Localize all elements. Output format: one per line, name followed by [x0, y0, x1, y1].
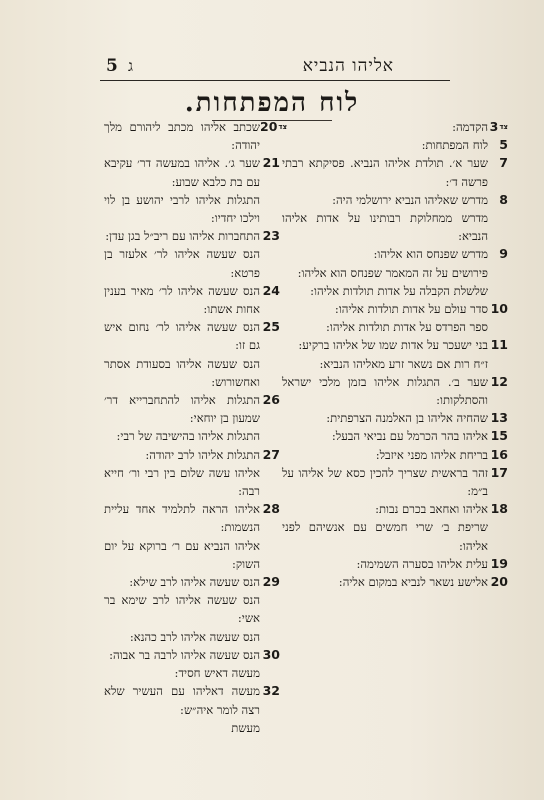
toc-entry-page [488, 427, 508, 445]
toc-entry-text: ספר הפרדס על אדות תולדות אליהו: [326, 320, 488, 335]
toc-entry-text: אליהו ואחאב בכרם נבות: [375, 502, 488, 517]
page-marker: צד [499, 123, 508, 131]
toc-page-number: 18 [490, 501, 508, 517]
header-title: אליהו הנביא [302, 56, 394, 76]
toc-page-number: 32 [262, 683, 280, 699]
toc-entry-text: הנס שעשה אליהו לרב שימא בר אשי: [104, 593, 260, 626]
toc-entry [282, 336, 508, 354]
toc-entry [282, 518, 508, 554]
toc-entry [104, 464, 280, 500]
toc-page-number: 13 [490, 410, 508, 426]
toc-entry-text: שער ב׳. התגלות אליהו בזמן מלכי ישראל והסתלקותו: [282, 374, 488, 408]
toc-entry [104, 245, 280, 281]
toc-entry [104, 355, 280, 391]
toc-entry-text: הנס שעשה אליהו לרבה בר אבוה: [109, 647, 260, 662]
toc-entry [104, 537, 280, 573]
toc-entry-text: שהחיה אליהו בן האלמנה הצרפתית: [326, 411, 488, 426]
toc-entry-text: בריחת אליהו מפני איזבל: [375, 447, 488, 462]
toc-page-number: 12 [490, 373, 508, 389]
toc-entry-page [488, 191, 508, 209]
toc-entry-text: שריפת ב׳ שרי חמשים עם אנשיהם לפני אליהו: [282, 520, 488, 553]
toc-entry-text: הנס שעשה אליהו לר׳ אלעזר בן פרטא: [104, 247, 260, 280]
toc-entry-text: הקדמה: [452, 120, 488, 134]
toc-entry-page [488, 300, 508, 318]
toc-entry-text: הנס שעשה אליהו לרב שילא: [129, 575, 260, 590]
toc-entry-page [260, 391, 280, 409]
toc-entry-text: התגלות אליהו להתחברייא דר׳ שמעון בן יוחאי: [104, 393, 260, 426]
toc-left-column [104, 118, 288, 737]
toc-page-number: 11 [490, 337, 508, 353]
toc-entry [282, 264, 508, 282]
toc-entry [282, 245, 508, 263]
toc-entry-page [260, 154, 280, 172]
toc-entry-text: שער ג׳. אליהו במעשה דר׳ עקיבא עם בת כלבא שבוע: [104, 156, 260, 189]
toc-entry [282, 500, 508, 518]
toc-title-text: לוח המפתחות. [184, 88, 360, 118]
toc-entry [104, 318, 280, 354]
toc-entry-page [488, 118, 508, 136]
toc-entry-page [260, 446, 280, 464]
toc-page-number: 8 [499, 191, 508, 207]
toc-entry [282, 555, 508, 573]
toc-page-number: 27 [262, 446, 280, 462]
toc-entry [282, 409, 508, 427]
toc-entry-text: שכתב אליהו מכתב ליהורם מלך יהודה: [104, 120, 260, 153]
page-marker: צד [278, 123, 288, 131]
toc-entry [104, 573, 280, 591]
toc-entry-page [260, 118, 288, 136]
toc-page-number: 17 [490, 464, 508, 480]
toc-entry [104, 282, 280, 318]
toc-page-number: 26 [262, 392, 280, 408]
toc-entry-text: הנס שעשה אליהו בסעודת אסתר ואחשורוש: [104, 356, 260, 389]
toc-right-column [282, 118, 508, 591]
toc-entry-text: פירושים על זה המאמר שפנחס הוא אליהו: [297, 265, 488, 280]
toc-page-number: 9 [499, 246, 508, 262]
toc-entry-text: ז״ח רות אם נשאר זרע מאליהו הנביא: [319, 356, 488, 371]
toc-entry-page [488, 573, 508, 591]
toc-entry-text: התגלות אליהו בהישיבה של רבי: [116, 429, 260, 444]
toc-page-number: 15 [490, 428, 508, 444]
toc-entry-page [488, 154, 508, 172]
toc-page-number: 25 [262, 319, 280, 335]
toc-entry [104, 500, 280, 536]
toc-entry [282, 300, 508, 318]
toc-title [0, 88, 544, 121]
toc-page-number: 16 [490, 446, 508, 462]
toc-entry-text: הנס שעשה אליהו לר׳ מאיר בענין אחות אשתו: [104, 283, 260, 317]
toc-entry [282, 355, 508, 373]
toc-entry [282, 427, 508, 445]
toc-entry [104, 446, 280, 464]
toc-entry-text: התגלות אליהו לרב יהודה: [145, 447, 260, 462]
toc-page-number: 5 [499, 137, 508, 153]
toc-entry-page [488, 446, 508, 464]
toc-entry [104, 646, 280, 664]
toc-entry-text: התגלות אליהו לרבי יהושע בן לוי וילכו יחדיו: [104, 192, 260, 226]
toc-entry [282, 573, 508, 591]
toc-entry [104, 427, 280, 445]
toc-entry-text: הנס שעשה אליהו לר׳ נחום איש גם זו: [104, 320, 260, 353]
toc-entry [282, 464, 508, 500]
toc-entry-text: שער א׳. תולדת אליהו הנביא. פסיקתא רבתי פרשה ד׳: [282, 156, 488, 189]
toc-page-number: 24 [262, 282, 280, 298]
toc-entry-text: מעשה דאיש חסיד: [174, 666, 260, 681]
toc-entry-text: שלשלת הקבלה על אדות תולדות אליהו: [310, 283, 488, 298]
toc-entry [104, 591, 280, 627]
toc-entry-text: זהר בראשית שצריך להכין כסא של אליהו על ב״מ: [282, 465, 488, 499]
toc-page-number: 19 [490, 555, 508, 571]
toc-page-number: 20 [260, 119, 278, 134]
toc-entry-page [488, 464, 508, 482]
toc-entry [282, 282, 508, 300]
toc-entry-page [488, 555, 508, 573]
toc-entry-page [260, 573, 280, 591]
toc-page-number: 10 [490, 301, 508, 317]
toc-entry [104, 227, 280, 245]
toc-entry [282, 373, 508, 409]
toc-entry-page [488, 373, 508, 391]
toc-page-number: 30 [262, 646, 280, 662]
toc-entry-page [260, 500, 280, 518]
toc-entry [282, 209, 508, 245]
toc-entry-text: מעשה דאליהו עם העשיר שלא רצה לומר איה״ש: [104, 684, 260, 717]
toc-entry-page [260, 282, 280, 300]
page-number: 5 [106, 56, 118, 76]
toc-entry-text: מדרש שפנחס הוא אליהו: [373, 247, 488, 262]
running-header [100, 56, 450, 81]
toc-entry-text: מעשת [231, 720, 260, 735]
toc-entry [282, 191, 508, 209]
toc-entry-text: מדרש שאליהו הנביא ירושלמי היה: [332, 192, 488, 207]
toc-entry-page [488, 136, 508, 154]
toc-entry [282, 154, 508, 190]
toc-entry-text: אליהו הנביא עם ר׳ ברוקא על יום השוק: [104, 538, 260, 571]
toc-page-number: 29 [262, 574, 280, 590]
toc-entry-text: עלית אליהו בסערה השמימה: [356, 556, 488, 571]
toc-entry-text: התחברות אליהו עם ריב״ל בגן עדן: [105, 229, 260, 244]
page-letter: ג [128, 57, 133, 75]
toc-page-number: 20 [490, 574, 508, 590]
toc-entry [104, 628, 280, 646]
toc-entry [104, 664, 280, 682]
toc-entry [282, 446, 508, 464]
toc-entry [104, 154, 280, 190]
toc-entry-text: מדרש ממחלוקת רבותינו על אדות אליהו הנביא: [282, 211, 488, 244]
toc-entry-page [260, 646, 280, 664]
toc-entry [104, 682, 280, 718]
toc-entry-text: אליהו הראה לתלמיד אחד עליית הנשמות: [104, 502, 260, 535]
toc-entry [282, 136, 508, 154]
toc-entry-page [488, 409, 508, 427]
toc-entry-text: אליהו בהר הכרמל עם נביאי הבעל: [331, 429, 488, 444]
toc-page-number: 28 [262, 501, 280, 517]
toc-page-number: 21 [262, 155, 280, 171]
toc-entry-page [260, 682, 280, 700]
toc-entry-page [260, 318, 280, 336]
toc-entry [104, 118, 288, 154]
toc-entry [104, 719, 280, 737]
toc-page-number: 7 [499, 155, 508, 171]
toc-page-number: 3 [489, 119, 499, 134]
toc-entry-text: אלישע נשאר לנביא במקום אליה: [338, 575, 488, 590]
toc-entry [282, 318, 508, 336]
toc-entry-text: בני ישעכר על אדות שמו של אליהו ברקיע: [298, 338, 488, 353]
toc-entry [282, 118, 508, 136]
toc-entry-page [488, 336, 508, 354]
toc-entry-text: סדר עולם על אדות תולדות אליהו: [334, 302, 488, 317]
toc-entry-page [488, 245, 508, 263]
toc-entry-text: לוח המפתחות: [421, 138, 488, 153]
toc-entry-page [260, 227, 280, 245]
toc-entry-page [488, 500, 508, 518]
toc-entry-text: הנס שעשה אליהו לרב כהנא: [129, 629, 260, 644]
toc-entry-text: אליהו עשה שלום בין רבי ור׳ חייא רבה: [104, 465, 260, 499]
toc-entry [104, 391, 280, 427]
toc-entry [104, 191, 280, 227]
toc-page-number: 23 [262, 228, 280, 244]
